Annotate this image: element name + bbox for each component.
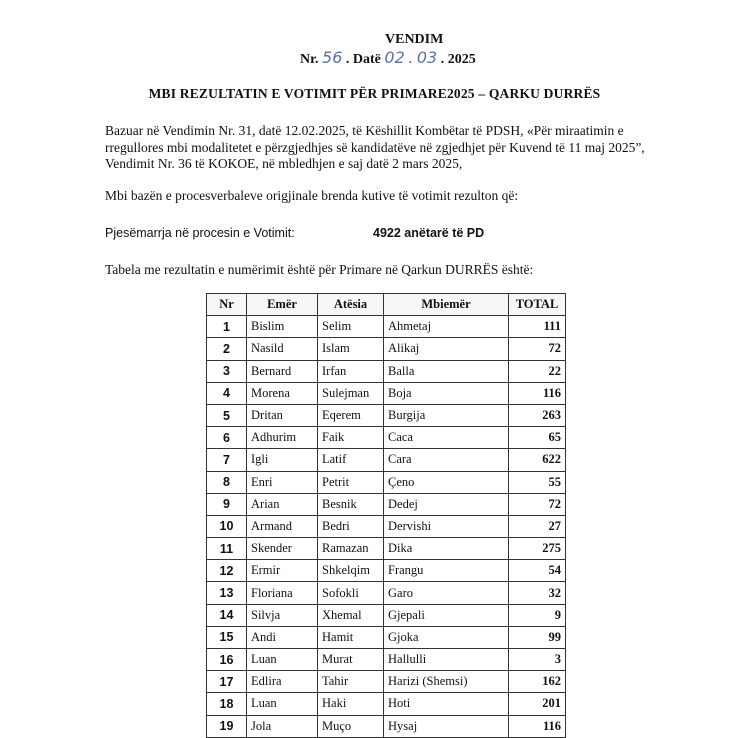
- last-name: Alikaj: [384, 338, 509, 360]
- total-votes: 32: [509, 582, 566, 604]
- basis-paragraph: Mbi bazën e procesverbaleve origjinale brenda kutive të votimit rezulton që:: [105, 188, 519, 203]
- nr-prefix: Nr.: [300, 52, 319, 67]
- father-name: Islam: [318, 338, 384, 360]
- father-name: Sulejman: [318, 382, 384, 404]
- last-name: Balla: [384, 360, 509, 382]
- table-row: [207, 493, 566, 515]
- row-number: 10: [207, 515, 247, 537]
- first-name: Ermir: [247, 560, 318, 582]
- row-number: 3: [207, 360, 247, 382]
- handwritten-number: 56: [322, 48, 343, 67]
- legal-basis-paragraph: Bazuar në Vendimin Nr. 31, datë 12.02.2025, të Këshillit Kombëtar të PDSH, «Për miraatimin e rregullores mbi modalitetet e përzgjedhjes së kandidatëve në zgjedhjet për Kuvend të 11 maj 2025”, Vendimit Nr. 36 të KOKOE, në mbledhjen e saj datë 2 mars 2025,: [105, 123, 645, 171]
- total-votes: 54: [509, 560, 566, 582]
- row-number: 14: [207, 604, 247, 626]
- participation-line: [105, 225, 665, 242]
- total-votes: 65: [509, 427, 566, 449]
- row-number: 11: [207, 538, 247, 560]
- last-name: Dedej: [384, 493, 509, 515]
- table-row: [207, 649, 566, 671]
- date-year: . 2025: [440, 52, 476, 67]
- row-number: 18: [207, 693, 247, 715]
- table-row: [207, 582, 566, 604]
- row-number: 6: [207, 427, 247, 449]
- row-number: 17: [207, 671, 247, 693]
- table-row: [207, 338, 566, 360]
- last-name: Boja: [384, 382, 509, 404]
- row-number: 16: [207, 649, 247, 671]
- row-number: 2: [207, 338, 247, 360]
- total-votes: 111: [509, 316, 566, 338]
- document-title: MBI REZULTATIN E VOTIMIT PËR PRIMARE2025 – QARKU DURRËS: [148, 86, 601, 101]
- father-name: Latif: [318, 449, 384, 471]
- document-heading: VENDIM: [385, 32, 444, 47]
- last-name: Frangu: [384, 560, 509, 582]
- last-name: Gjepali: [384, 604, 509, 626]
- first-name: Andi: [247, 626, 318, 648]
- row-number: 8: [207, 471, 247, 493]
- first-name: Floriana: [247, 582, 318, 604]
- total-votes: 27: [509, 515, 566, 537]
- father-name: Murat: [318, 649, 384, 671]
- table-row: [207, 560, 566, 582]
- last-name: Hallulli: [384, 649, 509, 671]
- first-name: Adhurim: [247, 427, 318, 449]
- total-votes: 55: [509, 471, 566, 493]
- handwritten-month: 03: [416, 48, 438, 67]
- table-row: [207, 360, 566, 382]
- date-prefix: . Datë: [345, 52, 381, 67]
- father-name: Haki: [318, 693, 384, 715]
- table-row: [207, 671, 566, 693]
- father-name: Irfan: [318, 360, 384, 382]
- first-name: Igli: [247, 449, 318, 471]
- total-votes: 263: [509, 404, 566, 426]
- header-atesia: Atësia: [318, 294, 384, 316]
- first-name: Morena: [247, 382, 318, 404]
- date-separator: .: [408, 48, 414, 67]
- decision-number-line: [300, 48, 476, 68]
- father-name: Bedri: [318, 515, 384, 537]
- last-name: Ahmetaj: [384, 316, 509, 338]
- total-votes: 72: [509, 338, 566, 360]
- first-name: Skender: [247, 538, 318, 560]
- first-name: Enri: [247, 471, 318, 493]
- table-row: [207, 538, 566, 560]
- total-votes: 72: [509, 493, 566, 515]
- row-number: 7: [207, 449, 247, 471]
- table-row: [207, 471, 566, 493]
- row-number: 9: [207, 493, 247, 515]
- father-name: Selim: [318, 316, 384, 338]
- father-name: Hamit: [318, 626, 384, 648]
- last-name: Garo: [384, 582, 509, 604]
- total-votes: 162: [509, 671, 566, 693]
- first-name: Arian: [247, 493, 318, 515]
- last-name: Çeno: [384, 471, 509, 493]
- table-row: [207, 382, 566, 404]
- total-votes: 22: [509, 360, 566, 382]
- table-row: [207, 626, 566, 648]
- table-row: [207, 604, 566, 626]
- total-votes: 99: [509, 626, 566, 648]
- results-table: [206, 293, 566, 738]
- father-name: Faik: [318, 427, 384, 449]
- first-name: Armand: [247, 515, 318, 537]
- total-votes: 9: [509, 604, 566, 626]
- last-name: Dervishi: [384, 515, 509, 537]
- father-name: Besnik: [318, 493, 384, 515]
- father-name: Xhemal: [318, 604, 384, 626]
- father-name: Petrit: [318, 471, 384, 493]
- table-row: [207, 427, 566, 449]
- last-name: Hoti: [384, 693, 509, 715]
- table-header-row: [207, 294, 566, 316]
- header-emer: Emër: [247, 294, 318, 316]
- first-name: Bislim: [247, 316, 318, 338]
- last-name: Gjoka: [384, 626, 509, 648]
- row-number: 4: [207, 382, 247, 404]
- first-name: Dritan: [247, 404, 318, 426]
- first-name: Jola: [247, 715, 318, 737]
- first-name: Silvja: [247, 604, 318, 626]
- handwritten-day: 02: [384, 48, 405, 67]
- table-row: [207, 404, 566, 426]
- total-votes: 201: [509, 693, 566, 715]
- last-name: Harizi (Shemsi): [384, 671, 509, 693]
- row-number: 12: [207, 560, 247, 582]
- first-name: Bernard: [247, 360, 318, 382]
- father-name: Muço: [318, 715, 384, 737]
- last-name: Hysaj: [384, 715, 509, 737]
- total-votes: 116: [509, 715, 566, 737]
- father-name: Tahir: [318, 671, 384, 693]
- participation-value: 4922 anëtarë të PD: [373, 226, 485, 240]
- first-name: Edlira: [247, 671, 318, 693]
- first-name: Nasild: [247, 338, 318, 360]
- table-intro-paragraph: Tabela me rezultatin e numërimit është për Primare në Qarkun DURRËS është:: [105, 262, 534, 277]
- table-row: [207, 715, 566, 737]
- total-votes: 3: [509, 649, 566, 671]
- father-name: Shkelqim: [318, 560, 384, 582]
- father-name: Sofokli: [318, 582, 384, 604]
- row-number: 5: [207, 404, 247, 426]
- father-name: Eqerem: [318, 404, 384, 426]
- last-name: Caca: [384, 427, 509, 449]
- row-number: 19: [207, 715, 247, 737]
- row-number: 1: [207, 316, 247, 338]
- first-name: Luan: [247, 693, 318, 715]
- participation-label: Pjesëmarrja në procesin e Votimit:: [105, 226, 295, 240]
- header-nr: Nr: [207, 294, 247, 316]
- table-row: [207, 693, 566, 715]
- row-number: 13: [207, 582, 247, 604]
- table-row: [207, 449, 566, 471]
- header-mbiemer: Mbiemër: [384, 294, 509, 316]
- last-name: Cara: [384, 449, 509, 471]
- row-number: 15: [207, 626, 247, 648]
- total-votes: 275: [509, 538, 566, 560]
- father-name: Ramazan: [318, 538, 384, 560]
- total-votes: 622: [509, 449, 566, 471]
- table-row: [207, 316, 566, 338]
- first-name: Luan: [247, 649, 318, 671]
- header-total: TOTAL: [509, 294, 566, 316]
- last-name: Dika: [384, 538, 509, 560]
- table-row: [207, 515, 566, 537]
- total-votes: 116: [509, 382, 566, 404]
- last-name: Burgija: [384, 404, 509, 426]
